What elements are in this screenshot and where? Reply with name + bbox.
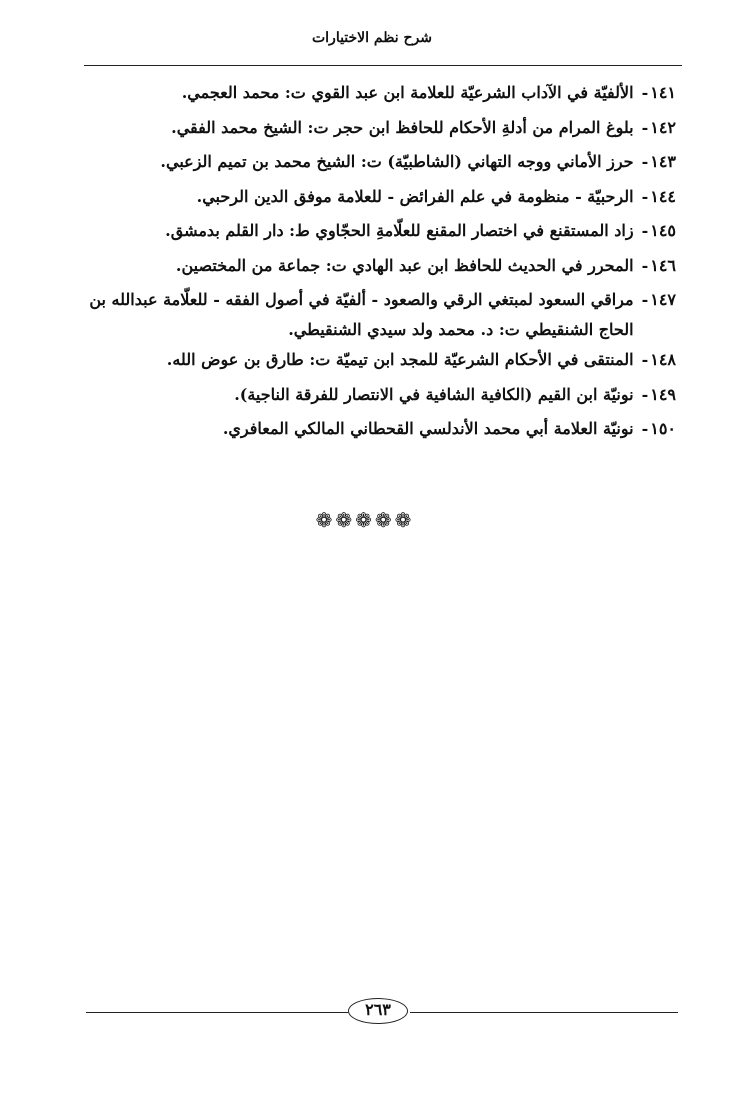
entry-number: ١٤٧ (650, 290, 676, 309)
entry-text: مراقي السعود لمبتغي الرقي والصعود - ألفيّة في أصول الفقه - للعلّامة عبدالله بن الحاج الشنقيطي ت: د. محمد ولد سيدي الشنقيطي. (89, 290, 634, 339)
entry-text: بلوغ المرام من أدلةِ الأحكام للحافظ ابن حجر ت: الشيخ محمد الفقي. (171, 117, 634, 137)
entry-number: ١٤٤ (650, 186, 676, 206)
entry-dash: - (641, 186, 649, 206)
entry-number: ١٥٠ (650, 419, 676, 438)
entry-dash: - (641, 290, 649, 309)
list-item (76, 78, 676, 113)
list-item (76, 414, 676, 449)
list-item (76, 216, 676, 251)
entry-dash: - (641, 419, 649, 438)
footer-rule-left (86, 1012, 348, 1013)
entry-dash: - (641, 117, 649, 137)
running-header: شرح نظم الاختيارات (311, 30, 432, 46)
entry-number: ١٤٦ (650, 255, 676, 275)
list-item (76, 251, 676, 286)
list-item (76, 113, 676, 148)
flower-ornament-icon: ❁❁❁❁❁ (315, 508, 415, 532)
bibliography-list (76, 78, 676, 449)
entry-number: ١٤٩ (650, 384, 676, 404)
entry-text: المنتقى في الأحكام الشرعيّة للمجد ابن تيميّة ت: طارق بن عوض الله. (166, 350, 634, 369)
entry-number: ١٤٥ (650, 221, 676, 240)
entry-number: ١٤٢ (650, 117, 676, 137)
footer-rule-right (410, 1012, 678, 1013)
list-item (76, 380, 676, 415)
list-item (76, 285, 676, 345)
entry-dash: - (641, 83, 649, 102)
list-item (76, 147, 676, 182)
list-item (76, 182, 676, 217)
entry-dash: - (641, 255, 649, 275)
entry-text: زاد المستقنع في اختصار المقنع للعلّامةِ الحجّاوي ط: دار القلم بدمشق. (165, 221, 634, 240)
entry-text: نونيّة العلامة أبي محمد الأندلسي القحطاني المالكي المعافري. (222, 419, 634, 438)
entry-dash: - (641, 152, 649, 171)
entry-number: ١٤١ (650, 83, 676, 102)
entry-number: ١٤٣ (650, 152, 676, 171)
header-rule (84, 65, 682, 66)
entry-dash: - (641, 384, 649, 404)
entry-text: نونيّة ابن القيم (الكافية الشافية في الانتصار للفرقة الناجية). (234, 384, 634, 404)
page-number: ٢٦٣ (348, 998, 408, 1024)
entry-text: حرز الأماني ووجه التهاني (الشاطبيّة) ت: الشيخ محمد بن تميم الزعبي. (160, 152, 634, 171)
entry-text: الرحبيّة - منظومة في علم الفرائض - للعلامة موفق الدين الرحبي. (196, 186, 634, 206)
entry-dash: - (641, 350, 649, 369)
list-item (76, 345, 676, 380)
entry-text: الألفيّة في الآداب الشرعيّة للعلامة ابن عبد القوي ت: محمد العجمي. (181, 83, 634, 102)
entry-dash: - (641, 221, 649, 240)
entry-number: ١٤٨ (650, 350, 676, 369)
entry-text: المحرر في الحديث للحافظ ابن عبد الهادي ت: جماعة من المختصين. (175, 255, 634, 275)
